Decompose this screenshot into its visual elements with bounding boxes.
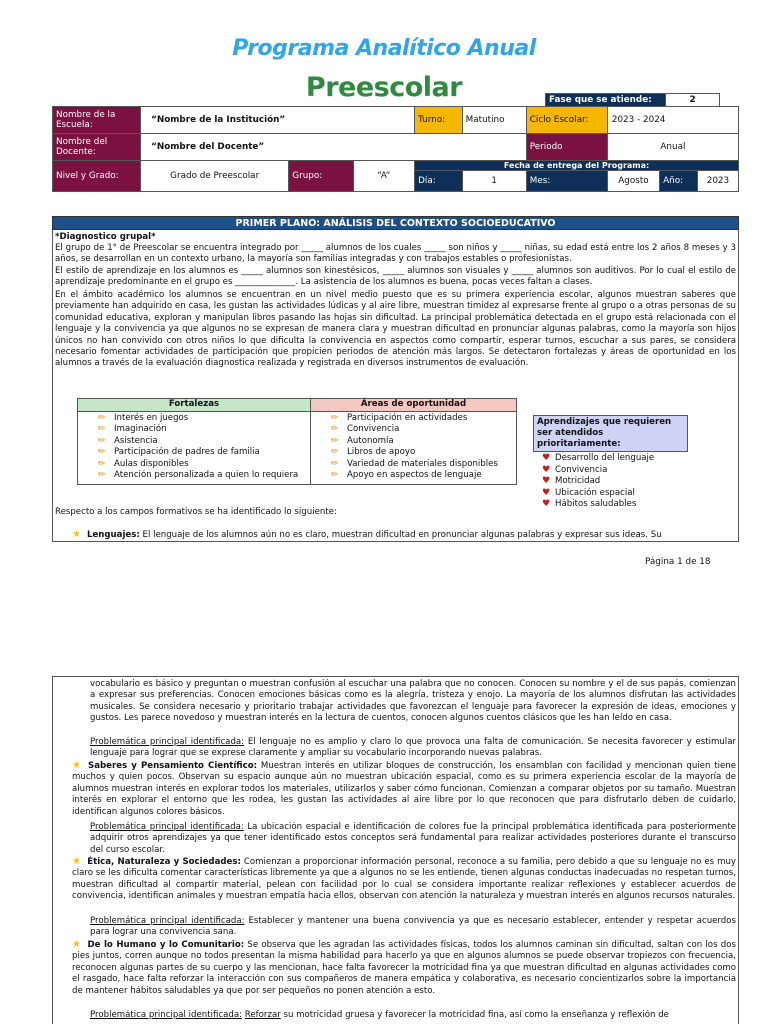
header-table — [52, 106, 739, 192]
list-item: ✏ Participación en actividades — [331, 412, 468, 423]
anio-value: 2023 — [697, 171, 738, 192]
pencil-icon: ✏ — [331, 424, 339, 435]
heart-icon: ♥ — [541, 476, 551, 486]
anio-label: Año: — [660, 171, 698, 192]
oportunidades-list — [311, 411, 517, 484]
star-icon: ★ — [72, 529, 81, 540]
oportunidades-title: Áreas de oportunidad — [311, 399, 517, 412]
fortalezas-table — [77, 398, 517, 485]
pencil-icon: ✏ — [98, 447, 106, 458]
mes-value: Agosto — [607, 171, 659, 192]
heart-icon: ♥ — [541, 453, 551, 463]
title-programa: Programa Analítico Anual — [232, 36, 536, 61]
lenguajes-line: ★ Lenguajes: El lenguaje de los alumnos aún no es claro, muestran dificultad en pronunciar algunas palabras y expresar sus ideas. Su — [72, 529, 662, 540]
list-item: ✏ Atención personalizada a quien lo requiera — [98, 470, 299, 481]
periodo-label: Periodo — [526, 134, 607, 161]
list-item: ✏ Autonomía — [331, 435, 394, 446]
heart-icon: ♥ — [541, 499, 551, 509]
section-title: PRIMER PLANO: ANÁLISIS DEL CONTEXTO SOCIOEDUCATIVO — [52, 216, 739, 230]
pencil-icon: ✏ — [98, 424, 106, 435]
star-icon: ★ — [72, 939, 82, 950]
list-item: ✏ Apoyo en aspectos de lenguaje — [331, 470, 482, 481]
periodo-value: Anual — [607, 134, 738, 161]
list-item: ✏ Asistencia — [98, 435, 158, 446]
etica-block: ★ Ética, Naturaleza y Sociedades: Comienzan a proporcionar información personal, reconoce a su familia, pero debido a que su lenguaje no es muy claro se les dificulta comentar características libremente ya que a algunos no se les entiende, tienen algunas conductas inadecuadas no respetan turnos, muestran dificultad al compartir material, pelean con facilidad por lo cual se considera importante realizar reflexiones y establecer acuerdos de convivencia, identifican animales y muestran empatía hacia ellos, observan con atención la naturaleza y muestran interés en algunos recursos naturales. — [72, 856, 737, 902]
pencil-icon: ✏ — [331, 435, 339, 446]
star-icon: ★ — [72, 760, 83, 771]
fortalezas-title: Fortalezas — [78, 399, 311, 412]
docente-label: Nombre del Docente: — [53, 134, 141, 161]
page-number: Página 1 de 18 — [645, 557, 711, 567]
list-item: ♥ Convivencia — [537, 465, 688, 477]
turno-value: Matutino — [462, 107, 526, 134]
list-item: ✏ Interés en juegos — [98, 412, 189, 423]
pencil-icon: ✏ — [98, 412, 106, 423]
aprendizajes-title: Aprendizajes que requieren ser atendidos prioritariamente: — [533, 415, 688, 452]
escuela-value: “Nombre de la Institución” — [141, 107, 415, 134]
diag-title: *Diagnostico grupal* — [55, 232, 156, 242]
page-gap — [0, 600, 768, 670]
escuela-label: Nombre de la Escuela: — [53, 107, 141, 134]
fase-label: Fase que se atiende: — [546, 94, 666, 107]
list-item: ✏ Aulas disponibles — [98, 458, 189, 469]
nivel-label: Nivel y Grado: — [53, 161, 141, 192]
aprendizajes-box — [533, 415, 688, 511]
campos-intro: Respecto a los campos formativos se ha identificado lo siguiente: — [55, 507, 337, 517]
dia-value: 1 — [462, 171, 526, 192]
list-item: ✏ Convivencia — [331, 424, 400, 435]
lenguajes-problem: Problemática principal identificada: El lenguaje no es amplio y claro lo que provoca una falta de comunicación. Se necesita favorecer y estimular lenguaje para lograr que se exprese claramente y ampliar su vocabulario incorporando nuevas palabras. — [90, 737, 736, 759]
pencil-icon: ✏ — [331, 412, 339, 423]
star-icon: ★ — [72, 856, 82, 867]
grupo-value: “A“ — [353, 161, 415, 192]
list-item: ✏ Libros de apoyo — [331, 447, 416, 458]
saberes-block: ★ Saberes y Pensamiento Científico: Muestran interés en utilizar bloques de construcción, los ensamblan con facilidad y mencionan quien tiene muchos y quien pocos. Observan su espacio aunque aún no muestran ubicación espacial, como es su primera experiencia escolar de la mayoría de alumnos muestran interés en explorar todos los materiales, utilizarlos y saber cómo funcionan. Comienzan a comparar objetos por su tamaño. Muestran interés en explorar el entorno que les rodea, les gustan las actividades al aire libre por lo que reconocen que para disfrutarlo deben de cuidarlo, identifican algunos colores básicos. — [72, 760, 736, 817]
list-item: ♥ Motricidad — [537, 476, 688, 488]
fase-table — [545, 93, 720, 107]
list-item: ♥ Hábitos saludables — [537, 499, 688, 511]
docente-value: “Nombre del Docente” — [141, 134, 527, 161]
list-item: ✏ Imaginación — [98, 424, 167, 435]
dia-label: Día: — [415, 171, 463, 192]
etica-problem: Problemática principal identificada: Establecer y mantener una buena convivencia ya que es necesario establecer, entender y respetar acuerdos para lograr una convivencia sana. — [90, 916, 736, 938]
fortalezas-list — [78, 411, 311, 484]
list-item: ♥ Desarrollo del lenguaje — [537, 453, 688, 465]
ciclo-value: 2023 - 2024 — [607, 107, 738, 134]
fecha-label: Fecha de entrega del Programa: — [415, 161, 739, 171]
diag-p2: El estilo de aprendizaje en los alumnos es _____ alumnos son kinestésicos, _____ alumnos son visuales y _____ alumnos son auditivos. Por lo cual el estilo de aprendizaje predominante en el grupo es ______________. La asistencia de los alumnos es buena, pocas veces faltan a clases. — [55, 266, 736, 288]
pencil-icon: ✏ — [98, 470, 106, 481]
pencil-icon: ✏ — [331, 458, 339, 469]
pencil-icon: ✏ — [331, 447, 339, 458]
pencil-icon: ✏ — [331, 470, 339, 481]
humano-block: ★ De lo Humano y lo Comunitario: Se observa que les agradan las actividades físicas, todos los alumnos caminan sin dificultad, saltan con los dos pies juntos, corren aunque no todos presentan la misma habilidad para hacerlo ya que en algunos alumnos se puede observar tropiezos con frecuencia, reconocen algunas partes de su cuerpo y las mencionan, hace falta favorecer la motricidad fina ya que muestran dificultad en algunas actividades como el rasgado, hace falta reforzar la interacción con sus compañeros de manera empática y colaborativa, es necesario concientizarlos sobre la importancia de mantener hábitos saludables ya que por ser pequeños no ponen atención a esto. — [72, 939, 736, 996]
list-item: ♥ Ubicación espacial — [537, 488, 688, 500]
list-item: ✏ Participación de padres de familia — [98, 447, 260, 458]
fase-value: 2 — [666, 94, 720, 107]
title-preescolar: Preescolar — [305, 72, 463, 103]
diag-p3: En el ámbito académico los alumnos se encuentran en un nivel medio puesto que es su primera experiencia escolar, algunos muestran saberes que previamente han adquirido en casa, les gustan las actividades lúdicas y al aire libre, muestran timidez al expresarse frente al grupo o a otras personas de su comunidad educativa, exploran y manipulan libros pasando las hojas sin dificultad. La principal problemática detectada en el grupo está relacionada con el lenguaje y la convivencia ya que algunos no se expresan de manera clara y muestran dificultad en pronunciar algunas palabras, como la mayoría son hijos únicos no han convivido con otros niños lo que dificulta la convivencia en aspectos como compartir, esperar turnos, escuchar a sus pares, se considera necesario fomentar actividades de participación que propicien periodos de atención más largos. Se detectaron fortalezas y áreas de oportunidad en los alumnos a través de la evaluación diagnostica realizada y registrada en diversos instrumentos de evaluación. — [55, 290, 736, 369]
ciclo-label: Ciclo Escolar: — [526, 107, 607, 134]
heart-icon: ♥ — [541, 464, 551, 475]
heart-icon: ♥ — [541, 487, 551, 498]
turno-label: Turno: — [415, 107, 463, 134]
grupo-label: Grupo: — [289, 161, 353, 192]
pencil-icon: ✏ — [98, 458, 106, 469]
mes-label: Mes: — [526, 171, 607, 192]
pencil-icon: ✏ — [98, 435, 106, 446]
saberes-problem: Problemática principal identificada: La ubicación espacial e identificación de colores fue la principal problemática identificada para posteriormente adquirir otros aprendizajes ya que tener identificado estos conceptos será fundamental para realizar actividades posteriores durante el transcurso del curso escolar. — [90, 822, 737, 855]
lenguajes-cont: vocabulario es básico y preguntan o muestran confusión al escuchar una palabra que no conocen. Conocen su nombre y el de sus papás, comienzan a expresar sus preferencias. Conocen emociones básicas como es la alegría, tristeza y enojo. La mayoría de los alumnos disfrutan las actividades musicales. Se considera necesario y prioritario trabajar actividades que favorezcan el lenguaje para favorecer la expresión de ideas, emociones y gustos. Les parece novedoso y muestran interés en la lectura de cuentos, conocen algunos cuentos clásicos que les han leído en casa. — [90, 679, 736, 724]
list-item: ✏ Variedad de materiales disponibles — [331, 458, 498, 469]
diag-p1: El grupo de 1° de Preescolar se encuentra integrado por _____ alumnos de los cuales _____ son niños y _____ niñas, su edad está entre los 2 años 8 meses y 3 años, se desarrollan en un contexto urbano, la mayoría son familias integradas y con trabajos estables o profesionistas. — [55, 243, 736, 265]
nivel-value: Grado de Preescolar — [141, 161, 289, 192]
humano-problem: Problemática principal identificada: Reforzar su motricidad gruesa y favorecer la motricidad fina, así como la enseñanza y reflexión de — [90, 1010, 669, 1020]
